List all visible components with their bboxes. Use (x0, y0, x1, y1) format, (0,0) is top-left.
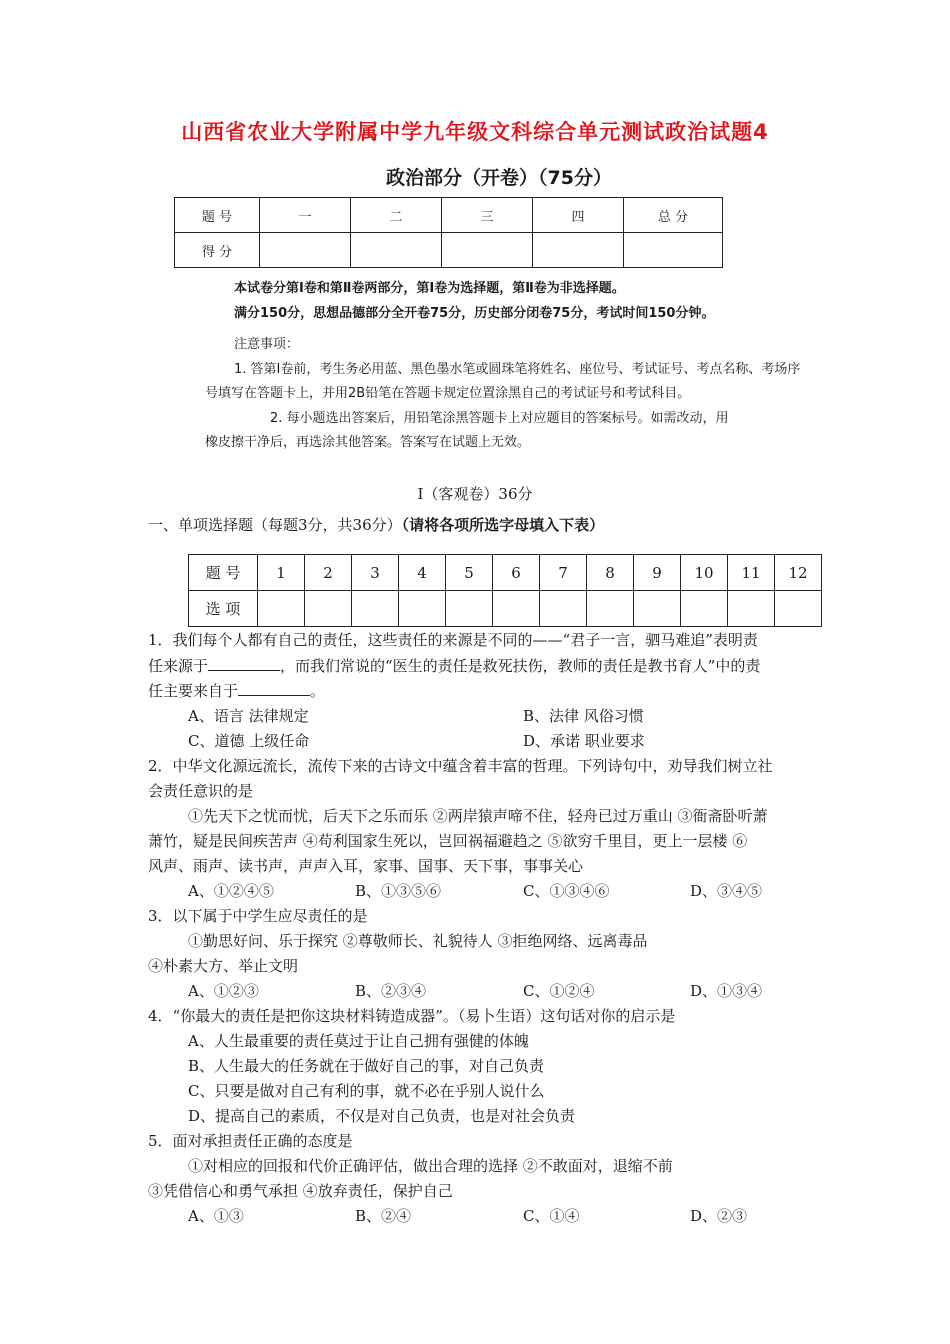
score-table (174, 197, 723, 268)
answer-number-cell: 12 (775, 555, 822, 591)
answer-table (188, 554, 822, 627)
q1-option-c: C、道德 上级任命 (188, 732, 310, 750)
q3-option-a: A、①②③ (188, 982, 259, 1000)
q1-option-b: B、法律 风俗习惯 (523, 707, 644, 725)
score-header-cell: 三 (442, 198, 533, 233)
answer-blank (238, 680, 310, 696)
answer-option-cell (587, 591, 634, 627)
q2-line-5: 风声、雨声、读书声，声声入耳，家事、国事、天下事，事事关心 (148, 857, 584, 875)
q3-line-2: ①勤思好问、乐于探究 ②尊敬师长、礼貌待人 ③拒绝网络、远离毒品 (188, 932, 648, 950)
answer-number-cell: 10 (681, 555, 728, 591)
answer-option-label: 选 项 (189, 591, 258, 627)
question-intro (148, 514, 604, 535)
answer-number-cell: 11 (728, 555, 775, 591)
q2-option-d: D、③④⑤ (690, 882, 763, 900)
q3-line-1: 3．以下属于中学生应尽责任的是 (148, 907, 368, 925)
answer-option-cell (775, 591, 822, 627)
score-cell (533, 233, 624, 268)
q3-option-b: B、②③④ (355, 982, 427, 1000)
q4-option-a: A、人生最重要的责任莫过于让自己拥有强健的体魄 (188, 1032, 529, 1050)
part-title-text: 政治部分（开卷）（75分） (386, 167, 612, 189)
q5-line-2: ①对相应的回报和代价正确评估，做出合理的选择 ②不敢面对，退缩不前 (188, 1157, 673, 1175)
question-intro-text: 一、单项选择题（每题3分，共36分） (148, 516, 402, 534)
answer-option-cell (258, 591, 305, 627)
question-intro-emphasis: （请将各项所选字母填入下表） (401, 516, 605, 534)
answer-number-cell: 3 (352, 555, 399, 591)
score-cell (260, 233, 351, 268)
score-header-cell: 一 (260, 198, 351, 233)
q1-line-2 (148, 655, 760, 676)
q2-option-a: A、①②④⑤ (188, 882, 274, 900)
q1-line-1: 1．我们每个人都有自己的责任，这些责任的来源是不同的——“君子一言，驷马难追”表明责 (148, 631, 758, 649)
answer-table-option-row (189, 591, 822, 627)
q1-line-3-start: 任主要来自于 (148, 682, 239, 700)
note-2-line-2: 橡皮擦干净后，再选涂其他答案。答案写在试题上无效。 (205, 435, 531, 450)
q3-option-d: D、①③④ (690, 982, 763, 1000)
answer-number-cell: 7 (540, 555, 587, 591)
instruction-line-2: 满分150分，思想品德部分全开卷75分，历史部分闭卷75分，考试时间150分钟。 (234, 306, 715, 321)
answer-option-cell (493, 591, 540, 627)
q5-option-b: B、②④ (355, 1207, 412, 1225)
answer-option-cell (399, 591, 446, 627)
score-header-cell: 二 (351, 198, 442, 233)
q2-line-4: 萧竹，疑是民间疾苦声 ④苟利国家生死以，岂回祸福避趋之 ⑤欲穷千里目，更上一层楼 ⑥ (148, 832, 748, 850)
score-cell (351, 233, 442, 268)
score-cell (624, 233, 723, 268)
answer-option-cell (634, 591, 681, 627)
score-header-cell: 题 号 (175, 198, 260, 233)
q5-option-c: C、①④ (523, 1207, 580, 1225)
answer-number-cell: 1 (258, 555, 305, 591)
answer-number-cell: 9 (634, 555, 681, 591)
document-title: 山西省农业大学附属中学九年级文科综合单元测试政治试题4 (181, 120, 769, 144)
answer-option-cell (540, 591, 587, 627)
answer-number-cell: 4 (399, 555, 446, 591)
q1-line-3-end: 。 (310, 682, 326, 700)
q5-line-1: 5．面对承担责任正确的态度是 (148, 1132, 353, 1150)
notes-heading: 注意事项： (234, 337, 300, 352)
answer-header-label: 题 号 (189, 555, 258, 591)
q3-option-c: C、①②④ (523, 982, 595, 1000)
answer-number-cell: 5 (446, 555, 493, 591)
q3-line-3: ④朴素大方、举止文明 (148, 957, 299, 975)
answer-number-cell: 2 (305, 555, 352, 591)
q2-line-2: 会责任意识的是 (148, 782, 254, 800)
answer-blank (208, 655, 280, 671)
score-row-label: 得 分 (175, 233, 260, 268)
answer-option-cell (446, 591, 493, 627)
q4-line-1: 4．“你最大的责任是把你这块材料铸造成器”。（易卜生语）这句话对你的启示是 (148, 1007, 676, 1025)
q4-option-c: C、只要是做对自己有利的事，就不必在乎别人说什么 (188, 1082, 545, 1100)
q2-option-c: C、①③④⑥ (523, 882, 610, 900)
answer-number-cell: 8 (587, 555, 634, 591)
q2-line-3: ①先天下之忧而忧，后天下之乐而乐 ②两岸猿声啼不住，轻舟已过万重山 ③衙斋卧听萧 (188, 807, 768, 825)
q5-line-3: ③凭借信心和勇气承担 ④放弃责任，保护自己 (148, 1182, 453, 1200)
note-2-line-1: 2. 每小题选出答案后，用铅笔涂黑答题卡上对应题目的答案标号。如需改动，用 (270, 411, 729, 426)
score-cell (442, 233, 533, 268)
answer-option-cell (681, 591, 728, 627)
q2-line-1: 2．中华文化源远流长，流传下来的古诗文中蕴含着丰富的哲理。下列诗句中，劝导我们树立社 (148, 757, 773, 775)
q5-option-a: A、①③ (188, 1207, 244, 1225)
answer-table-number-row (189, 555, 822, 591)
score-table-header-row (175, 198, 723, 233)
q2-option-b: B、①③⑤⑥ (355, 882, 442, 900)
q1-line-2-start: 任来源于 (148, 657, 209, 675)
q1-option-d: D、承诺 职业要求 (523, 732, 645, 750)
answer-option-cell (352, 591, 399, 627)
score-header-cell: 四 (533, 198, 624, 233)
q4-option-b: B、人生最大的任务就在于做好自己的事，对自己负责 (188, 1057, 545, 1075)
q1-line-3 (148, 680, 325, 701)
note-1-line-1: 1. 答第Ⅰ卷前，考生务必用蓝、黑色墨水笔或圆珠笔将姓名、座位号、考试证号、考点名称、考场序 (234, 362, 801, 377)
answer-number-cell: 6 (493, 555, 540, 591)
score-table-value-row (175, 233, 723, 268)
instruction-line-1: 本试卷分第Ⅰ卷和第Ⅱ卷两部分，第Ⅰ卷为选择题，第Ⅱ卷为非选择题。 (234, 281, 625, 296)
answer-option-cell (305, 591, 352, 627)
answer-option-cell (728, 591, 775, 627)
note-1-line-2: 号填写在答题卡上，并用2B铅笔在答题卡规定位置涂黑自己的考试证号和考试科目。 (205, 386, 691, 401)
q5-option-d: D、②③ (690, 1207, 748, 1225)
q4-option-d: D、提高自己的素质，不仅是对自己负责，也是对社会负责 (188, 1107, 576, 1125)
part-title (386, 163, 612, 190)
q1-line-2-end: ，而我们常说的“医生的责任是救死扶伤，教师的责任是教书育人”中的责 (280, 657, 761, 675)
q1-option-a: A、语言 法律规定 (188, 707, 309, 725)
section-heading: Ⅰ（客观卷）36分 (417, 485, 533, 503)
score-header-cell: 总 分 (624, 198, 723, 233)
